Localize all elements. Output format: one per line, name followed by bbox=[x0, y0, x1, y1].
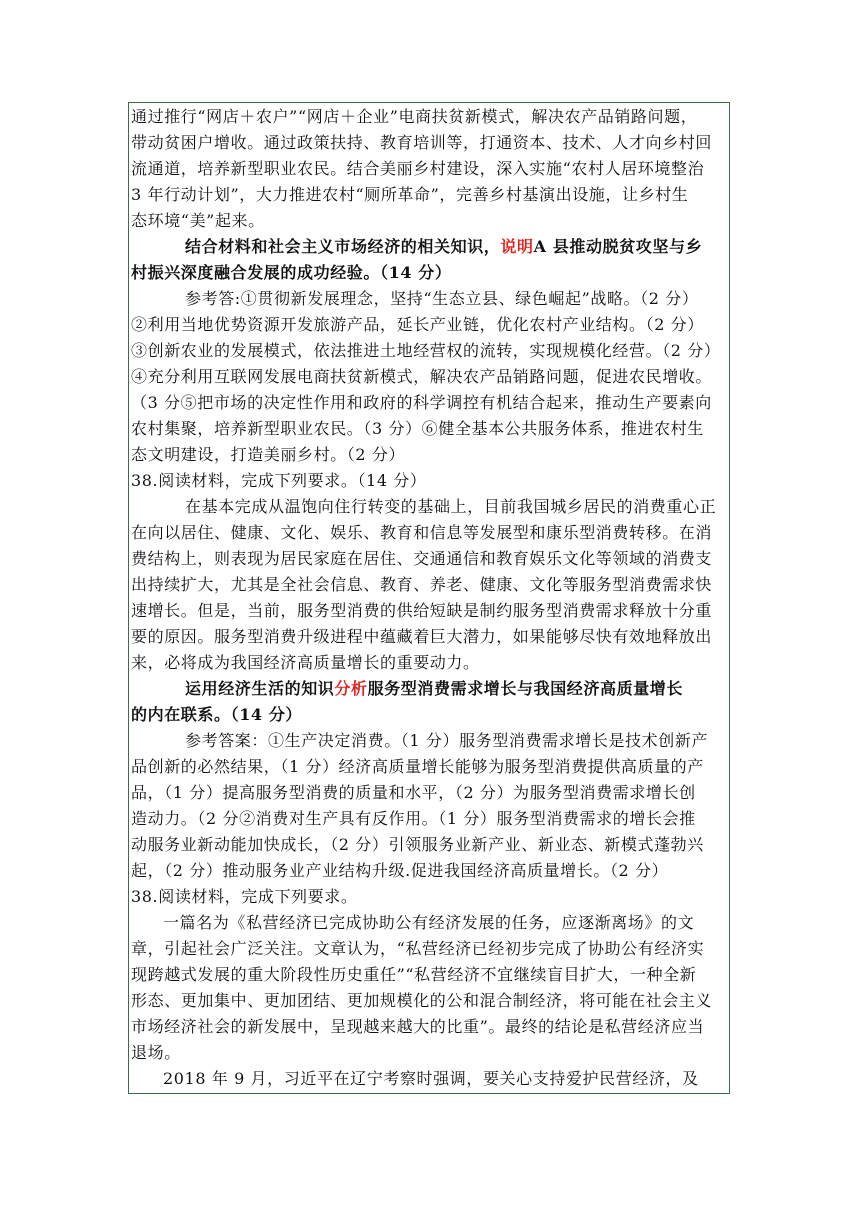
text-line: 要的原因。服务型消费升级进程中蕴藏着巨大潜力，如果能够尽快有效地释放出 bbox=[131, 627, 713, 646]
question-text: 运用经济生活的知识 bbox=[185, 679, 335, 698]
question-1 bbox=[131, 234, 729, 286]
text-line: 形态、更加集中、更加团结、更加规模化的公和混合制经济，将可能在社会主义 bbox=[131, 991, 713, 1010]
text-line: 一篇名为《私营经济已完成协助公有经济发展的任务，应逐渐离场》的文 bbox=[163, 913, 695, 932]
answer-line: 品创新的必然结果，（1 分）经济高质量增长能够为服务型消费提供高质量的产 bbox=[131, 757, 704, 776]
answer-line: 参考答:①贯彻新发展理念，坚持“生态立县、绿色崛起”战略。（2 分） bbox=[185, 289, 699, 308]
text-line: 章，引起社会广泛关注。文章认为，“私营经济已经初步完成了协助公有经济实 bbox=[131, 939, 705, 958]
answer-line: 造动力。（2 分②消费对生产具有反作用。（1 分）服务型消费需求的增长会推 bbox=[131, 809, 696, 828]
text-line: 3 年行动计划”，大力推进农村“厕所革命”，完善乡村基演出设施，让乡村生 bbox=[131, 185, 689, 204]
question-line: 的内在联系。（14 分） bbox=[131, 705, 303, 724]
answer-line: ③创新农业的发展模式，依法推进土地经营权的流转，实现规模化经营。（2 分） bbox=[131, 341, 721, 360]
text-line: 流通道，培养新型职业农民。结合美丽乡村建设，深入实施“农村人居环境整治 bbox=[131, 159, 705, 178]
answer-line: ②利用当地优势资源开发旅游产品，延长产业链，优化农村产业结构。（2 分） bbox=[131, 315, 704, 334]
document-body bbox=[131, 104, 729, 1092]
question-line bbox=[131, 676, 729, 702]
answer-line: （3 分⑤把市场的决定性作用和政府的科学调控有机结合起来，推动生产要素向 bbox=[131, 393, 712, 412]
answer-line: 参考答案：①生产决定消费。（1 分）服务型消费需求增长是技术创新产 bbox=[185, 731, 709, 750]
text-line: 在向以居住、健康、文化、娱乐、教育和信息等发展型和康乐型消费转移。在消 bbox=[131, 523, 713, 542]
text-line: 通过推行“网店＋农户”“网店＋企业”电商扶贫新模式，解决农产品销路问题， bbox=[131, 107, 698, 126]
material-paragraph bbox=[131, 910, 729, 1066]
question-2 bbox=[131, 676, 729, 728]
answer-line: 起，（2 分）推动服务业产业结构升级.促进我国经济高质量增长。（2 分） bbox=[131, 861, 669, 880]
text-line: 速增长。但是，当前，服务型消费的供给短缺是制约服务型消费需求释放十分重 bbox=[131, 601, 713, 620]
text-line: 带动贫困户增收。通过政策扶持、教育培训等，打通资本、技术、人才向乡村回 bbox=[131, 133, 713, 152]
material-paragraph bbox=[131, 494, 729, 676]
text-line: 2018 年 9 月，习近平在辽宁考察时强调，要关心支持爱护民营经济，及 bbox=[163, 1069, 699, 1088]
answer-line: 农村集聚，培养新型职业农民。（3 分）⑥健全基本公共服务体系，推进农村生 bbox=[131, 419, 704, 438]
text-line: 退场。 bbox=[131, 1043, 181, 1062]
question-heading: 38.阅读材料，完成下列要求。（14 分） bbox=[131, 471, 427, 490]
answer-line: 态文明建设，打造美丽乡村。（2 分） bbox=[131, 445, 406, 464]
material-paragraph bbox=[131, 104, 729, 234]
text-line: 市场经济社会的新发展中，呈现越来越大的比重”。最终的结论是私营经济应当 bbox=[131, 1017, 705, 1036]
question-heading: 38.阅读材料，完成下列要求。 bbox=[131, 887, 358, 906]
answer-line: ④充分利用互联网发展电商扶贫新模式，解决农产品销路问题，促进农民增收。 bbox=[131, 367, 713, 386]
text-line: 现跨越式发展的重大阶段性历史重任”“私营经济不宜继续盲目扩大，一种全新 bbox=[131, 965, 697, 984]
text-line: 来，必将成为我国经济高质量增长的重要动力。 bbox=[131, 653, 480, 672]
text-line: 出持续扩大，尤其是全社会信息、教育、养老、健康、文化等服务型消费需求快 bbox=[131, 575, 713, 594]
answer-line: 品，（1 分）提高服务型消费的质量和水平，（2 分）为服务型消费需求增长创 bbox=[131, 783, 696, 802]
answer-line: 动服务业新动能加快成长，（2 分）引领服务业新产业、新业态、新模式蓬勃兴 bbox=[131, 835, 704, 854]
answer-1 bbox=[131, 286, 729, 468]
question-text: 结合材料和社会主义市场经济的相关知识， bbox=[185, 237, 501, 256]
question-text: 服务型消费需求增长与我国经济高质量增长 bbox=[367, 679, 684, 698]
answer-2 bbox=[131, 728, 729, 884]
question-line: 村振兴深度融合发展的成功经验。（14 分） bbox=[131, 263, 452, 282]
keyword-highlight: 分析 bbox=[334, 679, 368, 698]
text-line: 在基本完成从温饱向住行转变的基础上，目前我国城乡居民的消费重心正 bbox=[185, 497, 717, 516]
text-line: 态环境“美”起来。 bbox=[131, 211, 265, 230]
text-line: 费结构上，则表现为居民家庭在居住、交通通信和教育娱乐文化等领域的消费支 bbox=[131, 549, 713, 568]
keyword-highlight: 说明 bbox=[500, 237, 534, 256]
question-line bbox=[131, 234, 729, 260]
question-text: A 县推动脱贫攻坚与乡 bbox=[533, 237, 703, 256]
